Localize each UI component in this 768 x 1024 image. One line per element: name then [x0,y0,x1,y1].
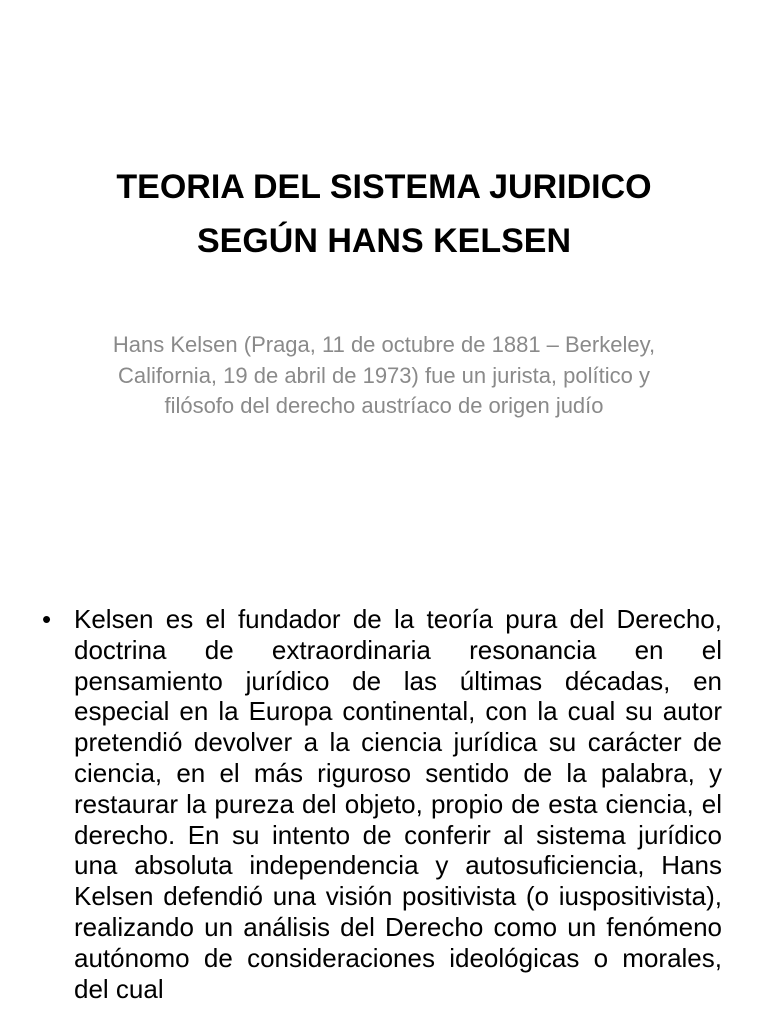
slide-title-line-2: SEGÚN HANS KELSEN [196,222,572,260]
bullet-item [40,604,722,1004]
slide-title-line-1: TEORIA DEL SISTEMA JURIDICO [116,168,652,206]
slide-title [60,160,708,268]
bullet-list [40,604,722,1004]
bullet-dot-icon: • [42,604,52,634]
content-slide [0,576,768,1024]
slide-subtitle: Hans Kelsen (Praga, 11 de octubre de 1881 – Berkeley, California, 19 de abril de 1973) fue un jurista, político y filósofo del derecho austríaco de origen judío [112,332,656,418]
bullet-text: Kelsen es el fundador de la teoría pura del Derecho, doctrina de extraordinaria resonancia en el pensamiento jurídico de las últimas décadas, en especial en la Europa continental, con la cual su autor pretendió devolver a la ciencia jurídica su carácter de ciencia, en el más riguroso sentido de la palabra, y restaurar la pureza del objeto, propio de esta ciencia, el derecho. En su intento de conferir al sistema jurídico una absoluta independencia y autosuficiencia, Hans Kelsen defendió una visión positivista (o iuspositivista), realizando un análisis del Derecho como un fenómeno autónomo de consideraciones ideológicas o morales, del cual [74,604,722,1004]
